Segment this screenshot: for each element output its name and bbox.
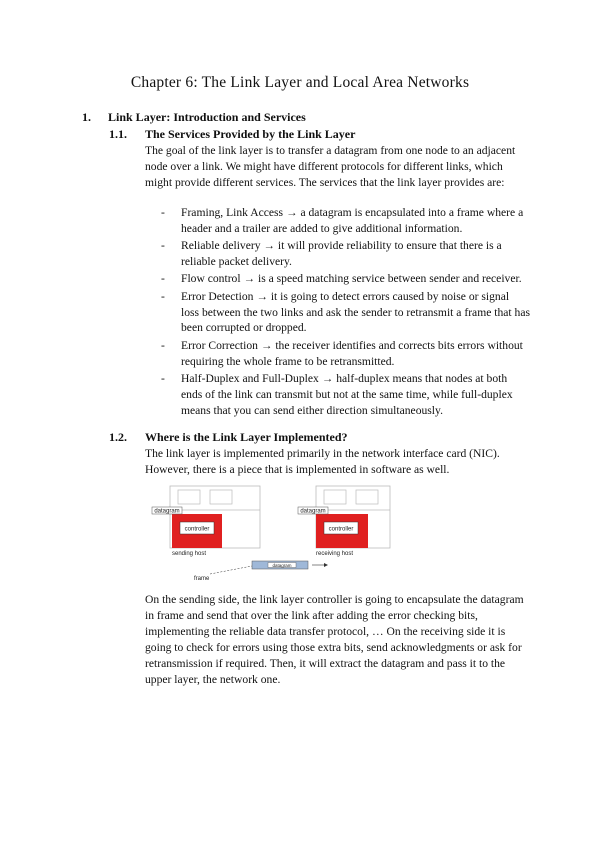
frame-pointer-line	[210, 566, 252, 574]
subsection-heading-1-2	[109, 430, 348, 445]
subsection-number: 1.2.	[109, 430, 127, 444]
receiving-host-diagram	[298, 486, 390, 557]
memory-box	[356, 490, 378, 504]
list-item: - Half-Duplex and Full-Duplex → half-duplex means that nodes at both ends of the link can transmit but not at the same time, while full-duplex means that you can send either direction simultaneously.	[161, 371, 513, 417]
services-intro-paragraph: The goal of the link layer is to transfer a datagram from one node to an adjacent node over a link. We might have different protocols for different links, which might provide different services. The services that the link layer provides are:	[145, 144, 516, 189]
section-number: 1.	[82, 110, 91, 124]
frame-diagram	[194, 561, 328, 582]
receiving-host-caption: receiving host	[316, 551, 354, 557]
sending-host-diagram	[152, 486, 260, 557]
section-heading-1	[82, 110, 306, 125]
subsection-title: The Services Provided by the Link Layer	[145, 127, 356, 141]
memory-box	[210, 490, 232, 504]
list-item: - Error Correction → the receiver identifies and corrects bits errors without requiring the whole frame to be retransmitted.	[161, 338, 523, 368]
controller-label: controller	[328, 526, 354, 533]
frame-label: frame	[194, 576, 210, 582]
chapter-title: Chapter 6: The Link Layer and Local Area Networks	[130, 74, 470, 91]
subsection-number: 1.1.	[109, 127, 127, 141]
datagram-label: datagram	[300, 508, 326, 515]
subsection-title: Where is the Link Layer Implemented?	[145, 430, 348, 444]
arrowhead-icon	[324, 563, 328, 567]
datagram-label: datagram	[154, 508, 180, 515]
sending-host-caption: sending host	[172, 551, 207, 557]
list-item: - Error Detection → it is going to detect errors caused by noise or signal loss between the two links and ask the sender to retransmit a frame that has been corrupted or dropped.	[161, 289, 531, 335]
cpu-box	[178, 490, 200, 504]
list-item: - Reliable delivery → it will provide reliability to ensure that there is a reliable packet delivery.	[161, 239, 502, 268]
controller-label: controller	[184, 526, 210, 533]
sending-receiving-paragraph: On the sending side, the link layer controller is going to encapsulate the datagram in frame and send that over the link after adding the error checking bits, implementing the reliable data transfer protocol, … On the receiving side it is going to check for errors using those extra bits, send acknowledgments or ask for retransmission if required. Then, it will extract the datagram and pass it to the upper layer, the network one.	[145, 593, 524, 686]
frame-datagram-label: datagram	[272, 563, 292, 568]
list-item: - Flow control → is a speed matching service between sender and receiver.	[161, 272, 522, 286]
implementation-paragraph: The link layer is implemented primarily in the network interface card (NIC). However, there is a piece that is implemented in software as well.	[145, 447, 500, 476]
list-item: - Framing, Link Access → a datagram is encapsulated into a frame where a header and a trailer are added to give additional information.	[161, 206, 524, 235]
services-list	[145, 205, 530, 420]
link-layer-figure	[148, 484, 408, 584]
section-title: Link Layer: Introduction and Services	[108, 110, 306, 124]
subsection-heading-1-1	[109, 127, 355, 142]
cpu-box	[324, 490, 346, 504]
